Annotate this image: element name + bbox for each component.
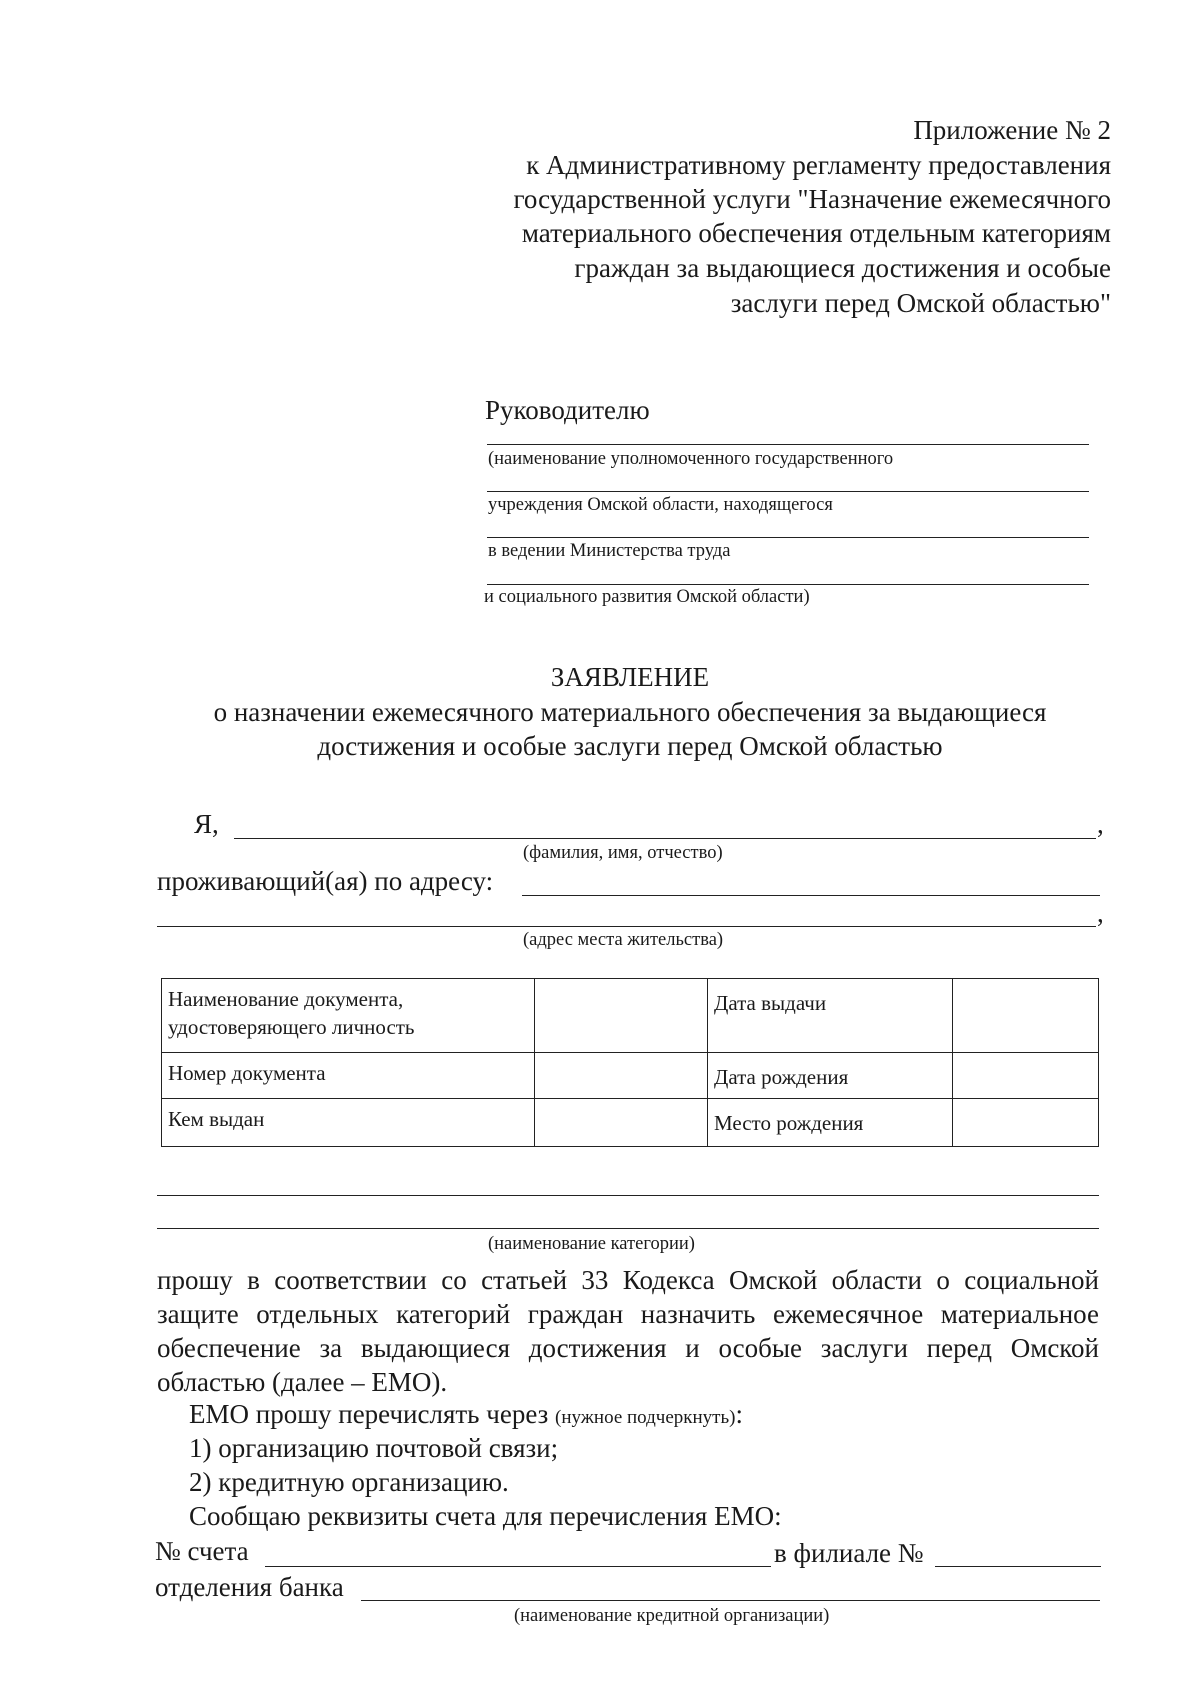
appendix-line-2: государственной услуги "Назначение ежемесячного — [513, 184, 1111, 214]
appendix-line-4: граждан за выдающиеся достижения и особые — [574, 253, 1111, 283]
branch-number-line[interactable] — [935, 1566, 1101, 1567]
transfer-line — [189, 1399, 743, 1430]
addressee-hint-3: в ведении Министерства труда — [488, 541, 731, 561]
transfer-note: (нужное подчеркнуть) — [555, 1407, 736, 1428]
requisites-text: Сообщаю реквизиты счета для перечисления ЕМО: — [189, 1501, 782, 1531]
doc-number-label: Номер документа — [162, 1053, 535, 1099]
document-subtitle-2: достижения и особые заслуги перед Омской областью — [317, 731, 943, 761]
option-credit[interactable]: 2) кредитную организацию. — [189, 1467, 509, 1497]
doc-name-label: Наименование документа, удостоверяющего личность — [162, 979, 535, 1053]
appendix-title: Приложение № 2 — [913, 115, 1111, 145]
issue-date-label: Дата выдачи — [708, 979, 953, 1053]
body-line-3: обеспечение за выдающиеся достижения и особые заслуги перед Омской — [157, 1333, 1099, 1363]
address-line-1[interactable] — [522, 895, 1100, 896]
table-row — [162, 1099, 1099, 1147]
transfer-label: ЕМО прошу перечислять через — [189, 1399, 549, 1429]
issue-date-value[interactable] — [953, 979, 1099, 1053]
address-line-2[interactable] — [157, 926, 1096, 927]
addressee-hint-1: (наименование уполномоченного государственного — [488, 449, 894, 469]
doc-name-value[interactable] — [535, 979, 708, 1053]
category-line-1[interactable] — [157, 1195, 1099, 1196]
birth-place-label: Место рождения — [708, 1099, 953, 1147]
addressee-line-1[interactable] — [487, 444, 1089, 445]
category-line-2[interactable] — [157, 1228, 1099, 1229]
document-title: ЗАЯВЛЕНИЕ — [550, 662, 710, 692]
table-row — [162, 979, 1099, 1053]
addressee-hint-2: учреждения Омской области, находящегося — [488, 495, 833, 515]
birth-place-value[interactable] — [953, 1099, 1099, 1147]
account-number-line[interactable] — [265, 1566, 771, 1567]
addressee-line-2[interactable] — [487, 491, 1089, 492]
full-name-line[interactable] — [234, 838, 1096, 839]
transfer-colon: : — [735, 1399, 743, 1429]
branch-label: в филиале № — [774, 1538, 924, 1568]
category-hint: (наименование категории) — [488, 1234, 695, 1254]
name-comma: , — [1097, 809, 1104, 839]
addressee-line-3[interactable] — [487, 537, 1089, 538]
identity-document-table — [161, 978, 1099, 1147]
address-comma: , — [1097, 898, 1104, 928]
bank-hint: (наименование кредитной организации) — [514, 1606, 830, 1626]
bank-label: отделения банка — [155, 1572, 344, 1602]
account-label: № счета — [155, 1536, 249, 1566]
bank-name-line[interactable] — [361, 1600, 1100, 1601]
issued-by-value[interactable] — [535, 1099, 708, 1147]
address-hint: (адрес места жительства) — [523, 930, 724, 950]
appendix-line-5: заслуги перед Омской областью" — [730, 288, 1111, 318]
birth-date-value[interactable] — [953, 1053, 1099, 1099]
body-line-4: областью (далее – ЕМО). — [157, 1367, 448, 1397]
birth-date-label: Дата рождения — [708, 1053, 953, 1099]
address-label: проживающий(ая) по адресу: — [157, 866, 494, 896]
addressee-hint-4: и социального развития Омской области) — [484, 587, 810, 607]
table-row — [162, 1053, 1099, 1099]
body-line-1: прошу в соответствии со статьей 33 Кодекса Омской области о социальной — [157, 1265, 1099, 1295]
issued-by-label: Кем выдан — [162, 1099, 535, 1147]
document-subtitle-1: о назначении ежемесячного материального обеспечения за выдающиеся — [213, 697, 1047, 727]
body-line-2: защите отдельных категорий граждан назначить ежемесячное материальное — [157, 1299, 1099, 1329]
appendix-line-1: к Административному регламенту предоставления — [526, 150, 1111, 180]
name-hint: (фамилия, имя, отчество) — [523, 843, 723, 863]
addressee-line-4[interactable] — [487, 584, 1089, 585]
addressee-to: Руководителю — [485, 395, 650, 425]
doc-number-value[interactable] — [535, 1053, 708, 1099]
i-label: Я, — [194, 809, 219, 839]
option-postal[interactable]: 1) организацию почтовой связи; — [189, 1433, 559, 1463]
appendix-line-3: материального обеспечения отдельным категориям — [521, 218, 1111, 248]
